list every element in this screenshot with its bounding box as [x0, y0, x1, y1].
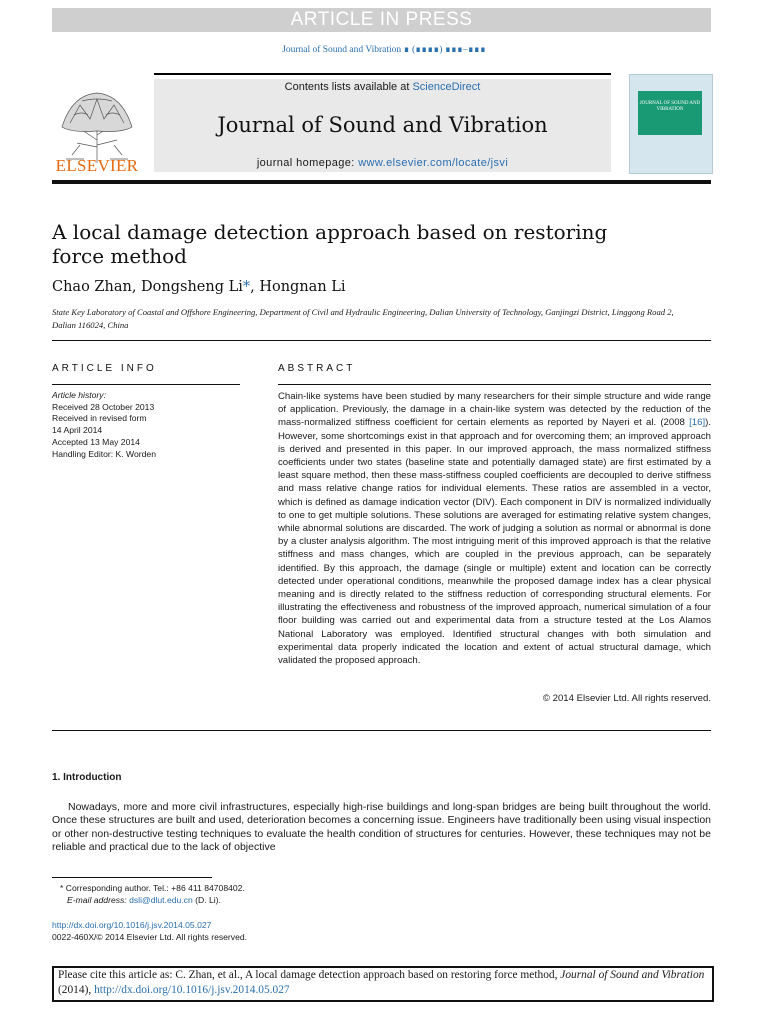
history-received: Received 28 October 2013	[52, 401, 155, 412]
history-accepted: Accepted 13 May 2014	[52, 436, 140, 447]
abstract-heading: ABSTRACT	[278, 363, 356, 374]
email-link[interactable]: dsli@dlut.edu.cn	[129, 894, 193, 905]
article-info-rule	[52, 384, 240, 385]
abstract-end-rule	[52, 730, 711, 731]
footnotes	[52, 883, 245, 907]
article-in-press-banner: ARTICLE IN PRESS	[52, 8, 711, 32]
homepage-link[interactable]: www.elsevier.com/locate/jsvi	[358, 157, 509, 169]
abstract-part2: ). However, some shortcomings exist in that approach and for overcoming them; an improved approach is derived and presented in this paper. In our improved approach, the mass normalized stiffness coefficients under two states (baseline state and potentially damaged state) are first estimated by a least square method, then these mass-stiffness coupled coefficients are decoupled to derive stiffness and mass relative change ratios for individual elements. These ratios are assembled in a vector, which is defined as damage indication vector (DIV). Each component in DIV is normalized individually to one to get multiple solutions. These solutions are averaged for estimating relative system changes, while abnormal solutions are discarded. The work of judging a solution as normal or abnormal is done by a cluster analysis algorithm. The most intriguing merit of this improved approach is that the relative stiffness and mass changes, which are coupled in the previous approach, can be separately identified. By this approach, the damage (single or multiple) extent and location can be correctly detected under operational conditions, meanwhile the proposed damage index has a clear physical meaning and is directly related to the stiffness reduction of corresponding structural elements. For illustrating the effectiveness and robustness of the improved approach, numerical simulation of a four floor building was carried out and experimental data from a structure tested at the Los Alamos National Laboratory was employed. Identified structural changes with both simulation and experimental data properly indicated the location and extent of actual structural damage, which validated the proposed approach.	[278, 417, 711, 667]
journal-reference[interactable]: Journal of Sound and Vibration ∎ (∎∎∎∎) ∎∎∎–∎∎∎	[282, 45, 486, 55]
citation-prefix: Please cite this article as: C. Zhan, et al., A local damage detection approach based on restoring force method,	[58, 969, 561, 981]
homepage-prefix: journal homepage:	[256, 157, 359, 169]
cover-green-panel	[638, 91, 702, 135]
citation-doi-link[interactable]: http://dx.doi.org/10.1016/j.jsv.2014.05.027	[94, 984, 290, 996]
article-history	[52, 390, 156, 460]
authors-rest: , Hongnan Li	[250, 279, 346, 295]
article-info-heading: ARTICLE INFO	[52, 363, 157, 374]
citation-journal: Journal of Sound and Vibration	[560, 969, 705, 981]
citation-box	[52, 966, 714, 1002]
abstract-copyright: © 2014 Elsevier Ltd. All rights reserved.	[542, 693, 711, 704]
journal-homepage-line	[154, 157, 611, 169]
citation-year: (2014),	[58, 984, 95, 996]
corresponding-author-mark[interactable]: *	[242, 279, 251, 295]
abstract-rule	[278, 384, 711, 385]
corresponding-author-note: * Corresponding author. Tel.: +86 411 84708402.	[60, 883, 245, 893]
reference-link-16[interactable]: [16]	[689, 417, 706, 429]
author-list	[52, 279, 346, 295]
sciencedirect-link[interactable]: ScienceDirect	[412, 81, 481, 93]
elsevier-wordmark: ELSEVIER	[55, 156, 139, 175]
email-suffix: (D. Li).	[192, 894, 221, 905]
doi-block	[52, 919, 247, 943]
contents-line	[154, 81, 611, 93]
introduction-heading: 1. Introduction	[52, 772, 122, 783]
email-label: E-mail address:	[67, 894, 130, 905]
journal-cover-thumbnail[interactable]	[629, 74, 713, 174]
affiliation: State Key Laboratory of Coastal and Offshore Engineering, Department of Civil and Hydraulic Engineering, Dalian University of Technology, Ganjingzi District, Linggong Road 2, Dalian 116024, China	[52, 307, 674, 330]
abstract-part1: Chain-like systems have been studied by many researchers for their simple structure and wide range of application. Previously, the damage in a chain-like system was detected by the reduction of the mass-normalized stiffness coefficient for certain elements as reported by Nayeri et al. (2008	[278, 391, 711, 429]
journal-title: Journal of Sound and Vibration	[217, 113, 548, 137]
article-title: A local damage detection approach based on restoring force method	[52, 220, 608, 268]
history-revised-date: 14 April 2014	[52, 425, 103, 436]
contents-prefix: Contents lists available at	[284, 81, 413, 93]
introduction-text: Nowadays, more and more civil infrastructures, especially high-rise buildings and long-span bridges are being built throughout the world. Once these structures are built and used, deterioration becomes a concerning issue. Engineers have traditionally been using visual inspection or other non-destructive testing techniques to evaluate the health condition of structures for centuries. However, these techniques may not be reliable and practical due to the lack of objective	[52, 801, 711, 853]
authors-first: Chao Zhan, Dongsheng Li	[52, 279, 243, 295]
issn-line: 0022-460X/© 2014 Elsevier Ltd. All rights reserved.	[52, 932, 248, 942]
email-note	[52, 895, 245, 907]
masthead-rule	[52, 180, 711, 184]
masthead-top-rule	[154, 73, 611, 75]
doi-link[interactable]: http://dx.doi.org/10.1016/j.jsv.2014.05.027	[52, 920, 212, 930]
handling-editor: Handling Editor: K. Worden	[52, 448, 156, 459]
section-rule	[52, 340, 711, 341]
abstract-text	[278, 390, 711, 667]
footnote-rule	[52, 877, 212, 878]
history-label: Article history:	[52, 390, 106, 400]
cover-title: JOURNAL OF SOUND AND VIBRATION	[639, 101, 701, 112]
history-revised: Received in revised form	[52, 413, 147, 424]
